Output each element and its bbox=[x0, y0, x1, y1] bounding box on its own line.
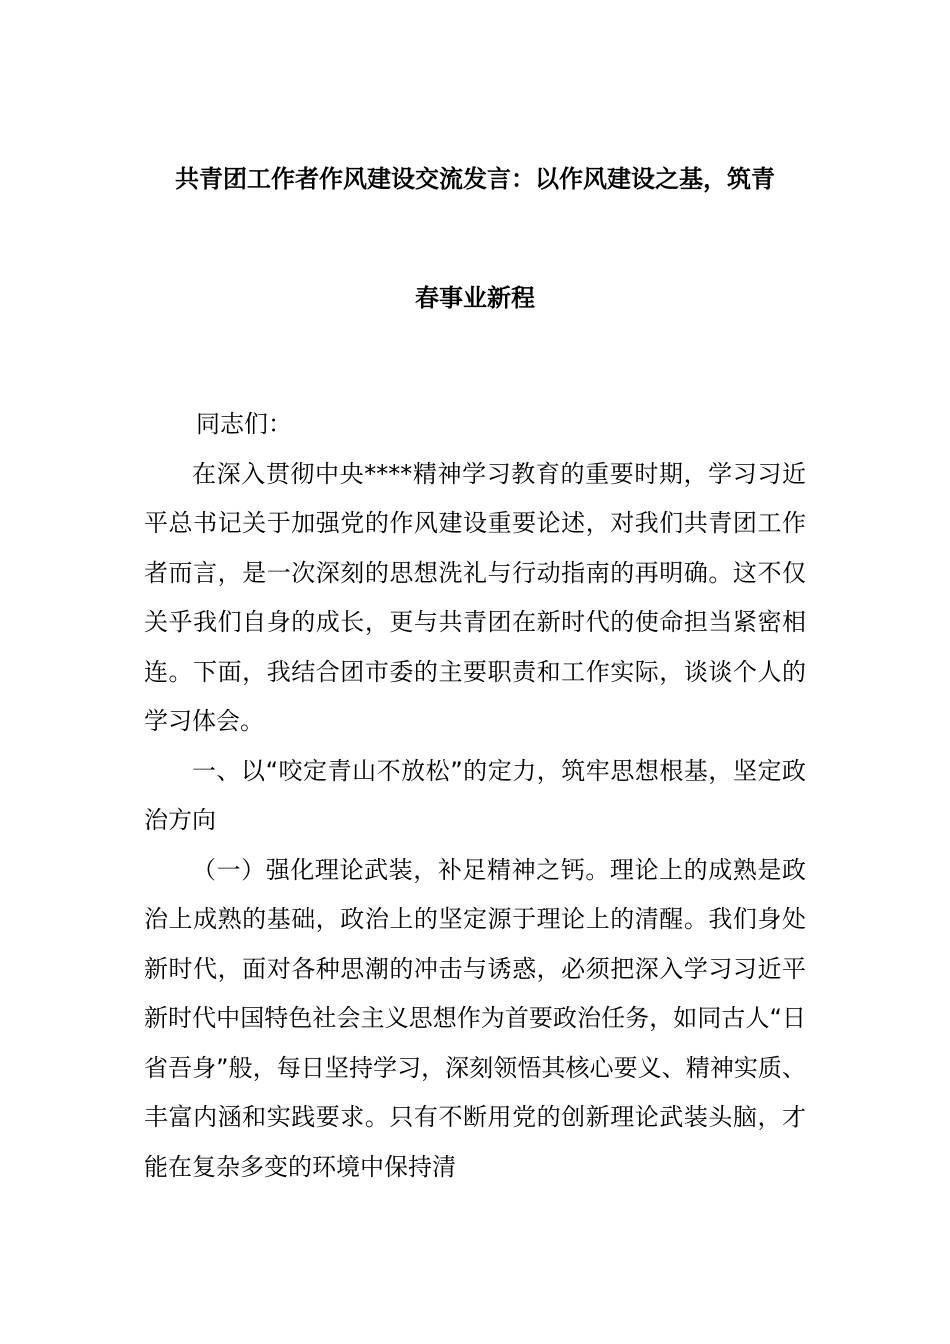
document-body bbox=[144, 400, 806, 1192]
document-title-line-2: 春事业新程 bbox=[415, 284, 535, 312]
document-title-line-1: 共青团工作者作风建设交流发言：以作风建设之基，筑青 bbox=[175, 165, 775, 193]
greeting: 同志们： bbox=[196, 410, 292, 438]
paragraph-subsection-1: （一）强化理论武装，补足精神之钙。理论上的成熟是政治上成熟的基础，政治上的坚定源于理论上的清醒。我们身处新时代，面对各种思潮的冲击与诱惑，必须把深入学习习近平新时代中国特色社会主义思想作为首要政治任务，如同古人“日省吾身”般，每日坚持学习，深刻领悟其核心要义、精神实质、丰富内涵和实践要求。只有不断用党的创新理论武装头脑，才能在复杂多变的环境中保持清 bbox=[144, 855, 806, 1181]
section-heading-1: 一、以“咬定青山不放松”的定力，筑牢思想根基，坚定政治方向 bbox=[144, 756, 806, 834]
paragraph-intro: 在深入贯彻中央****精神学习教育的重要时期，学习习近平总书记关于加强党的作风建设重要论述，对我们共青团工作者而言，是一次深刻的思想洗礼与行动指南的再明确。这不仅关乎我们自身的成长，更与共青团在新时代的使命担当紧密相连。下面，我结合团市委的主要职责和工作实际，谈谈个人的学习体会。 bbox=[144, 459, 806, 735]
